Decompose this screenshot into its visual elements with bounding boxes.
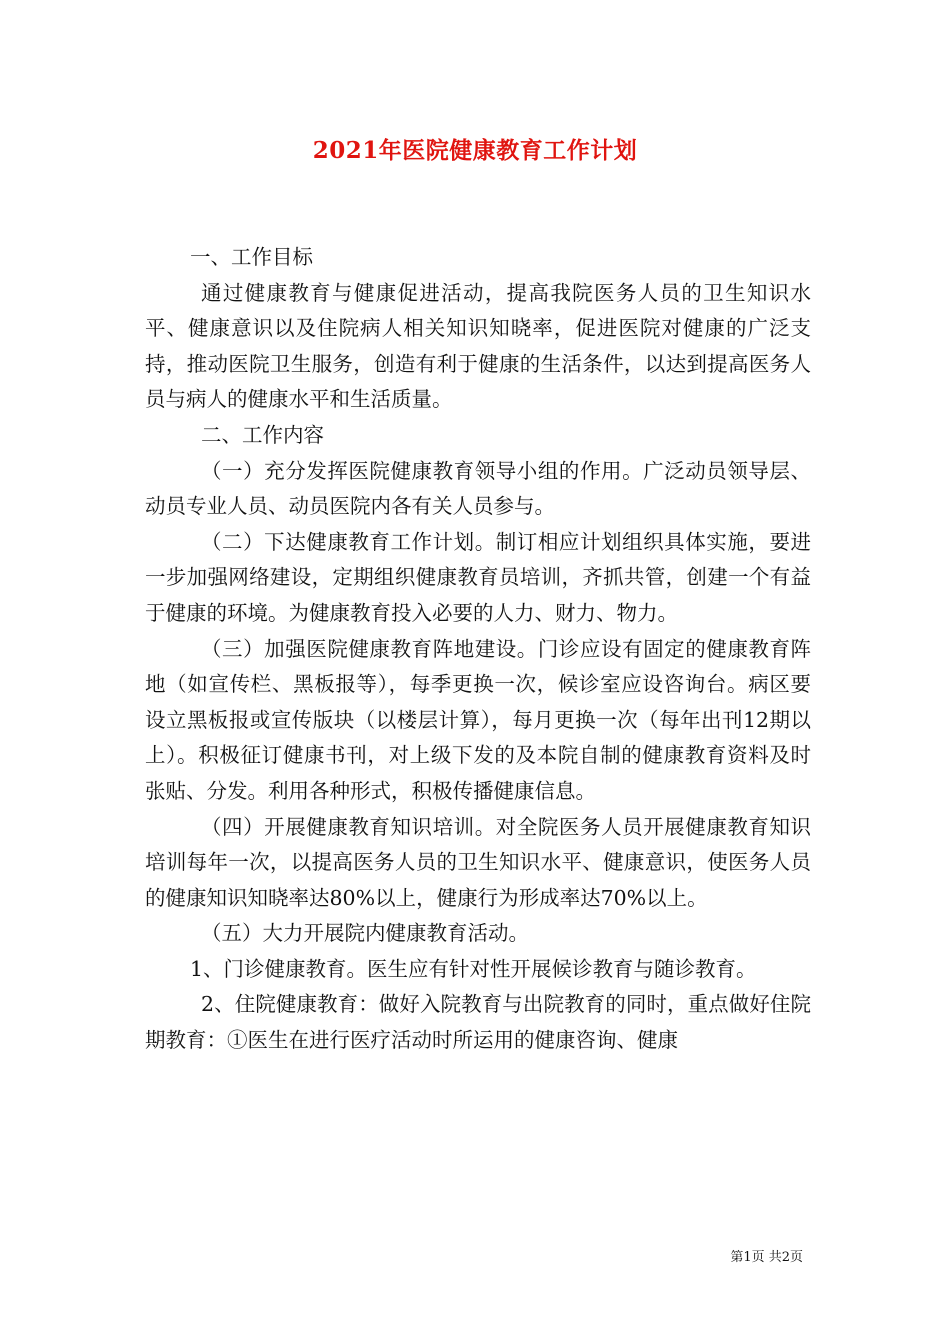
paragraph-6: （三）加强医院健康教育阵地建设。门诊应设有固定的健康教育阵地（如宣传栏、黑板报等），每季更换一次，候诊室应设咨询台。病区要设立黑板报或宣传版块（以楼层计算），每月更换一次（每年出刊12期以上）。积极征订健康书刊，对上级下发的及本院自制的健康教育资料及时张贴、分发。利用各种形式，积极传播健康信息。	[145, 636, 811, 803]
paragraph-2: 通过健康教育与健康促进活动，提高我院医务人员的卫生知识水平、健康意识以及住院病人相关知识知晓率，促进医院对健康的广泛支持，推动医院卫生服务，创造有利于健康的生活条件，以达到提高医务人员与病人的健康水平和生活质量。	[145, 280, 811, 412]
paragraph-7: （四）开展健康教育知识培训。对全院医务人员开展健康教育知识培训每年一次，以提高医务人员的卫生知识水平、健康意识，使医务人员的健康知识知晓率达80%以上，健康行为形成率达70%以上。	[145, 814, 811, 910]
paragraph-5: （二）下达健康教育工作计划。制订相应计划组织具体实施，要进一步加强网络建设，定期组织健康教育员培训，齐抓共管，创建一个有益于健康的环境。为健康教育投入必要的人力、财力、物力。	[145, 529, 811, 625]
paragraph-8: （五）大力开展院内健康教育活动。	[201, 921, 529, 946]
document-body	[145, 240, 811, 1059]
paragraph-1: 一、工作目标	[190, 245, 313, 269]
document-title: 2021年医院健康教育工作计划	[312, 137, 638, 164]
page-number-footer: 第1页 共2页	[730, 1250, 803, 1265]
paragraph-9: 1、门诊健康教育。医生应有针对性开展候诊教育与随诊教育。	[190, 956, 757, 981]
paragraph-4: （一）充分发挥医院健康教育领导小组的作用。广泛动员领导层、动员专业人员、动员医院内各有关人员参与。	[145, 458, 811, 519]
paragraph-3: 二、工作内容	[201, 422, 324, 447]
paragraph-10: 2、住院健康教育：做好入院教育与出院教育的同时，重点做好住院期教育：①医生在进行医疗活动时所运用的健康咨询、健康	[145, 992, 811, 1053]
